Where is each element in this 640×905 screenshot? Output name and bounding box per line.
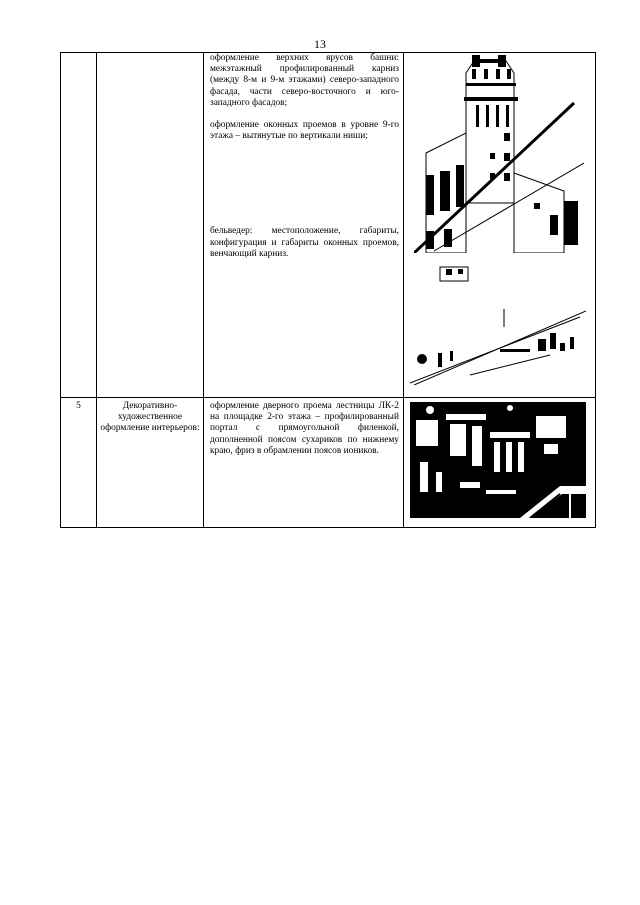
stair-door-portal-photo: [410, 402, 586, 518]
description-window-niches: оформление оконных проемов в уровне 9-го этажа – вытянутые по вертикали ниши;: [210, 120, 399, 142]
row-image-cell: [404, 53, 596, 398]
row-category-cell: [97, 53, 204, 398]
tower-upper-tiers-photo: [414, 53, 584, 253]
table-row: [61, 398, 596, 528]
description-stair-portal: оформление дверного проема лестницы ЛК-2 на площадке 2-го этажа – профилированный портал с прямоугольной филенкой, дополненной поясом сухариков по нижнему краю, фриз в обрамлении поясов иоников.: [210, 401, 399, 456]
belvedere-photo: [410, 265, 586, 385]
row-image-cell: [404, 398, 596, 528]
row-description-cell: [204, 398, 404, 528]
table-row: [61, 53, 596, 398]
row-description-cell: [204, 53, 404, 398]
row-number-cell: 5: [61, 398, 97, 528]
row-category-cell: Декоративно-художественное оформление интерьеров:: [97, 398, 204, 528]
row-number-cell: [61, 53, 97, 398]
page-number: 13: [314, 37, 326, 51]
description-belvedere: бельведер: местоположение, габариты, конфигурация и габариты оконных проемов, венчающий карниз.: [210, 226, 399, 259]
description-tower-tiers: оформление верхних ярусов башни: межэтажный профилированный карниз (между 8-м и 9-м этажами) северо-западного фасада, части северо-восточного и юго-западного фасадов;: [210, 53, 399, 108]
heritage-elements-table: [60, 52, 596, 528]
